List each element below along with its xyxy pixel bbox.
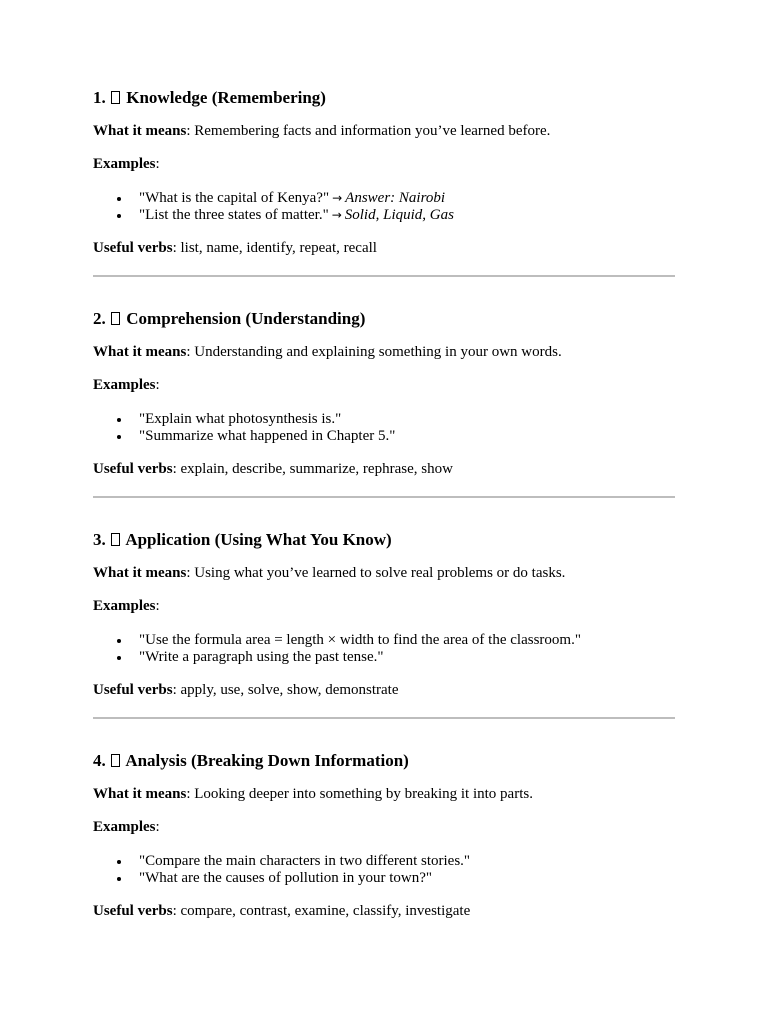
- useful-verbs-text: : apply, use, solve, show, demonstrate: [172, 682, 399, 698]
- what-it-means-label: What it means: [93, 123, 187, 139]
- what-it-means-text: : Remembering facts and information you’ve learned before.: [186, 123, 551, 139]
- missing-glyph-icon: [111, 91, 120, 104]
- example-text: "Use the formula area = length × width to find the area of the classroom.": [139, 632, 581, 648]
- what-it-means-label: What it means: [93, 344, 187, 360]
- section-heading: [93, 309, 675, 329]
- example-text: "Summarize what happened in Chapter 5.": [139, 428, 396, 444]
- what-it-means: [93, 123, 675, 140]
- what-it-means-text: : Looking deeper into something by breaking it into parts.: [186, 786, 533, 802]
- examples-heading: Examples:: [93, 819, 160, 835]
- example-answer: Solid, Liquid, Gas: [344, 207, 454, 223]
- section-knowledge: [93, 88, 675, 257]
- examples-label: Examples: [93, 598, 156, 614]
- examples-list: [93, 853, 675, 887]
- list-item: [93, 853, 675, 870]
- section-title: Application (Using What You Know): [125, 530, 392, 549]
- arrow-right-icon: →: [332, 191, 343, 205]
- horizontal-divider: [93, 275, 675, 277]
- example-answer: Answer: Nairobi: [345, 190, 446, 206]
- useful-verbs-label: Useful verbs: [93, 240, 173, 256]
- useful-verbs-text: : compare, contrast, examine, classify, investigate: [172, 903, 471, 919]
- useful-verbs: [93, 903, 675, 920]
- examples-heading: Examples:: [93, 598, 160, 614]
- examples-heading: Examples:: [93, 156, 160, 172]
- section-number: 1.: [93, 88, 106, 107]
- useful-verbs: [93, 682, 675, 699]
- horizontal-divider: [93, 496, 675, 498]
- missing-glyph-icon: [111, 754, 120, 767]
- arrow-right-icon: →: [331, 208, 342, 222]
- examples-list: [93, 411, 675, 445]
- section-title: Analysis (Breaking Down Information): [125, 751, 409, 770]
- useful-verbs-label: Useful verbs: [93, 682, 173, 698]
- what-it-means-text: : Understanding and explaining something in your own words.: [186, 344, 562, 360]
- section-title: Knowledge (Remembering): [126, 88, 326, 107]
- list-item: [93, 411, 675, 428]
- list-item: [93, 207, 675, 224]
- examples-label: Examples: [93, 819, 156, 835]
- horizontal-divider: [93, 717, 675, 719]
- example-text: "What is the capital of Kenya?": [139, 190, 330, 206]
- what-it-means-label: What it means: [93, 565, 187, 581]
- what-it-means-label: What it means: [93, 786, 187, 802]
- examples-list: [93, 190, 675, 224]
- useful-verbs-text: : list, name, identify, repeat, recall: [172, 240, 377, 256]
- examples-label: Examples: [93, 156, 156, 172]
- example-text: "Write a paragraph using the past tense.": [139, 649, 384, 665]
- missing-glyph-icon: [111, 533, 120, 546]
- section-analysis: [93, 751, 675, 920]
- list-item: [93, 632, 675, 649]
- example-text: "What are the causes of pollution in your town?": [139, 870, 432, 886]
- section-heading: [93, 751, 675, 771]
- example-text: "Compare the main characters in two different stories.": [139, 853, 471, 869]
- useful-verbs-label: Useful verbs: [93, 903, 173, 919]
- section-heading: [93, 530, 675, 550]
- useful-verbs-text: : explain, describe, summarize, rephrase, show: [172, 461, 453, 477]
- examples-label: Examples: [93, 377, 156, 393]
- useful-verbs: [93, 461, 675, 478]
- what-it-means: [93, 565, 675, 582]
- section-number: 3.: [93, 530, 106, 549]
- section-heading: [93, 88, 675, 108]
- example-text: "List the three states of matter.": [139, 207, 329, 223]
- list-item: [93, 190, 675, 207]
- examples-heading: Examples:: [93, 377, 160, 393]
- missing-glyph-icon: [111, 312, 120, 325]
- list-item: [93, 649, 675, 666]
- section-title: Comprehension (Understanding): [126, 309, 366, 328]
- examples-list: [93, 632, 675, 666]
- section-comprehension: [93, 309, 675, 478]
- what-it-means: [93, 786, 675, 803]
- section-application: [93, 530, 675, 699]
- section-number: 2.: [93, 309, 106, 328]
- what-it-means-text: : Using what you’ve learned to solve real problems or do tasks.: [186, 565, 566, 581]
- what-it-means: [93, 344, 675, 361]
- example-text: "Explain what photosynthesis is.": [139, 411, 342, 427]
- list-item: [93, 870, 675, 887]
- section-number: 4.: [93, 751, 106, 770]
- useful-verbs: [93, 240, 675, 257]
- useful-verbs-label: Useful verbs: [93, 461, 173, 477]
- list-item: [93, 428, 675, 445]
